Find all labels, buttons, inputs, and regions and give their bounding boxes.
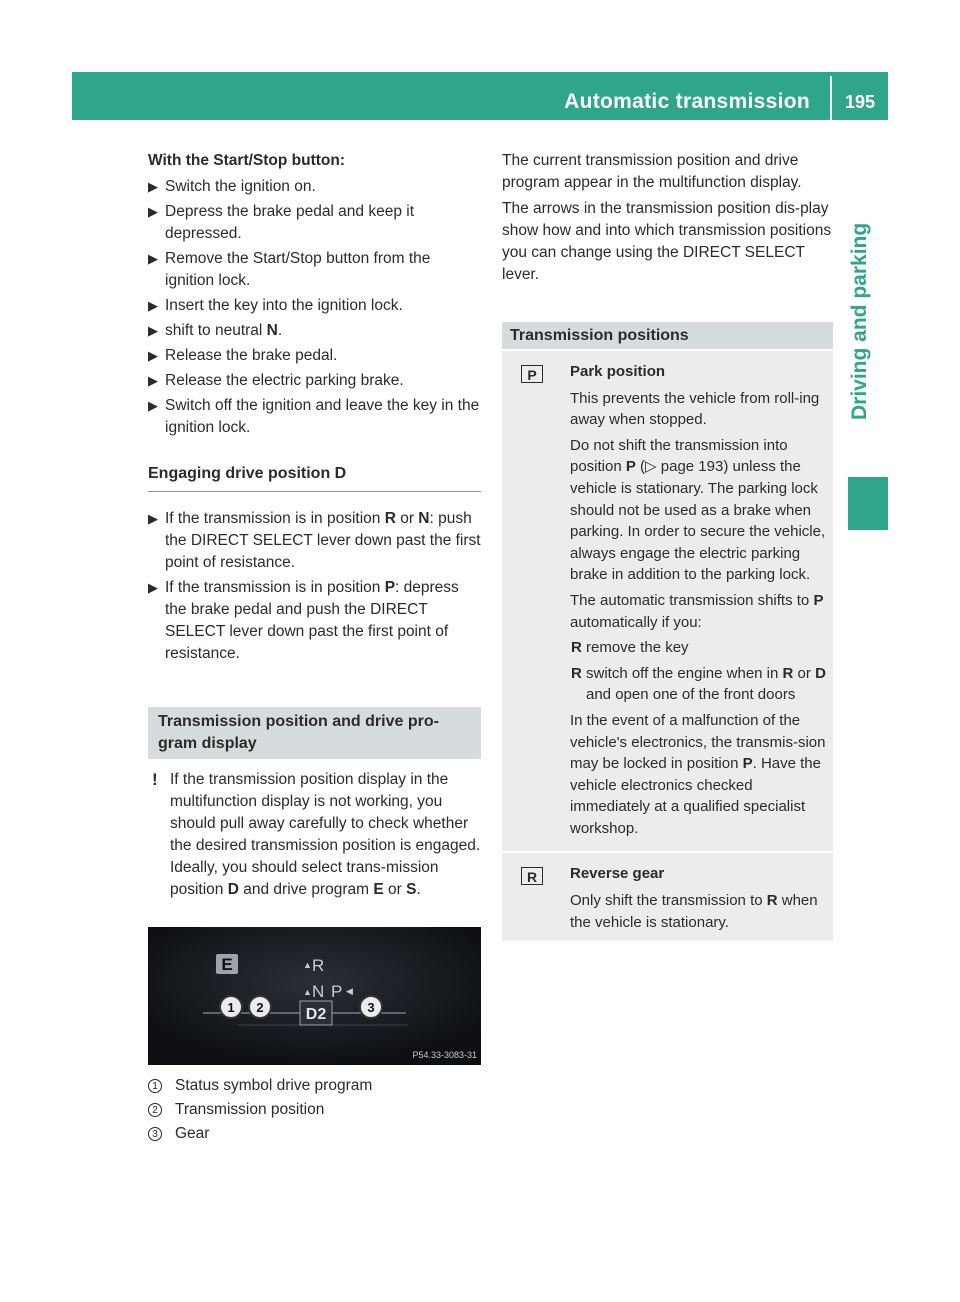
side-tab-marker	[848, 477, 888, 530]
position-p: P	[331, 982, 343, 1001]
warning-note: ! If the transmission position display in the multifunction display is not working, you should pull away carefully to check whether the desired transmission position is engaged. Ideally, you should select trans-mission position D and drive program E or S.	[152, 770, 481, 898]
step-text: Remove the Start/Stop button from the ignition lock.	[165, 250, 431, 289]
bullet-icon: R	[571, 664, 582, 682]
startstop-steps	[148, 176, 481, 439]
arrow-right-icon: ▶	[148, 580, 158, 595]
arrow-up-icon: ▲	[303, 960, 312, 970]
arrow-left-icon: ◀	[346, 986, 353, 996]
program-symbol: E	[221, 955, 233, 974]
step-text: Depress the brake pedal and keep it depressed.	[165, 203, 415, 242]
step-text: Release the electric parking brake.	[165, 372, 404, 389]
park-icon: P	[521, 365, 543, 383]
page-number: 195	[844, 92, 876, 112]
arrow-up-icon: ▲	[303, 987, 312, 997]
arrow-right-icon: ▶	[148, 179, 158, 194]
left-column	[148, 150, 481, 1147]
table-row-reverse	[502, 853, 833, 941]
section-heading-engage: Engaging drive position D	[148, 463, 481, 492]
display-illustration	[148, 927, 481, 1065]
park-description: Park position This prevents the vehicle from roll-ing away when stopped. Do not shift the transmission into position P (▷ page 193) unless the vehicle is stationary. The parking lock should not be used as a brake when parking. In order to secure the vehicle, always engage the electric parking brake in addition to the parking lock. The automatic transmission shifts to P automatically if you: R remove the key R switch off the engine when in R or D and open one of the front doors In the event of a malfunction of the vehicle's electronics, the transmis-sion may be locked in position P. Have the vehicle electronics checked immediately at a qualified specialist workshop.	[570, 363, 826, 837]
side-tab	[830, 222, 890, 420]
reverse-symbol-cell	[502, 853, 560, 941]
chapter-title: Automatic transmission	[564, 90, 810, 113]
table-row-park	[502, 351, 833, 851]
engage-steps	[148, 508, 481, 665]
side-tab-label: Driving and parking	[848, 222, 871, 420]
step	[148, 345, 481, 367]
bullet-icon: R	[571, 639, 582, 657]
park-title: Park position	[570, 363, 666, 380]
bullet-item: R switch off the engine when in R or D and open one of the front doors	[571, 664, 826, 704]
arrow-right-icon: ▶	[148, 373, 158, 388]
reverse-icon: R	[521, 867, 543, 885]
arrow-right-icon: ▶	[148, 398, 158, 413]
arrow-right-icon: ▶	[148, 204, 158, 219]
gear-value: D2	[305, 1006, 327, 1023]
step: ▶ If the transmission is in position R or N: push the DIRECT SELECT lever down past the first point of resistance.	[148, 510, 481, 571]
exclamation-icon: !	[152, 770, 158, 789]
park-symbol-cell	[502, 351, 560, 851]
svg-text:2: 2	[256, 1000, 264, 1015]
bullet-item: R remove the key	[570, 637, 827, 659]
legend-number: 2	[148, 1103, 162, 1117]
transmission-positions-table	[502, 322, 833, 941]
legend-item: 1 Status symbol drive program	[148, 1075, 481, 1097]
chapter-header	[72, 72, 888, 120]
step	[148, 201, 481, 245]
step	[148, 395, 481, 439]
step: ▶ If the transmission is in position P: depress the brake pedal and push the DIRECT SELECT lever down past the first point of resistance.	[148, 579, 459, 662]
svg-text:1: 1	[227, 1000, 235, 1015]
intro-paragraph: The current transmission position and drive program appear in the multifunction display.	[502, 152, 802, 191]
arrow-right-icon: ▶	[148, 298, 158, 313]
page-reference: (▷ page 193) unless the vehicle is stationary. The parking lock should not be used as a brake when parking. In order to secure the vehicle, always engage the electric parking brake in addition to the parking lock.	[570, 458, 826, 584]
legend-number: 1	[148, 1079, 162, 1093]
position-n: N	[312, 982, 325, 1001]
reverse-description: Reverse gear Only shift the transmission to R when the vehicle is stationary.	[560, 853, 833, 941]
step-text: Release the brake pedal.	[165, 347, 338, 364]
arrow-right-icon: ▶	[148, 348, 158, 363]
startstop-heading: With the Start/Stop button:	[148, 152, 346, 169]
arrow-right-icon: ▶	[148, 251, 158, 266]
step-text: Switch the ignition on.	[165, 178, 316, 195]
section-heading-display: Transmission position and drive pro-gram display	[148, 707, 481, 759]
step-text: Switch off the ignition and leave the key in the ignition lock.	[165, 397, 480, 436]
intro-paragraph: The arrows in the transmission position dis-play show how and into which transmission positions you can change using the DIRECT SELECT lever.	[502, 200, 832, 283]
transmission-display-image	[148, 927, 481, 1065]
image-legend	[148, 1075, 481, 1145]
step	[148, 176, 481, 198]
right-column	[502, 150, 833, 941]
position-r: R	[312, 956, 325, 975]
step-text: Insert the key into the ignition lock.	[165, 297, 403, 314]
arrow-right-icon: ▶	[148, 323, 158, 338]
step	[148, 370, 481, 392]
image-code: P54.33-3083-31	[412, 1050, 477, 1060]
gear-label: N	[266, 322, 278, 339]
step	[148, 248, 481, 292]
legend-number: 3	[148, 1127, 162, 1141]
table-header: Transmission positions	[502, 322, 833, 349]
svg-text:3: 3	[367, 1000, 375, 1015]
legend-item: 2 Transmission position	[148, 1099, 481, 1121]
step: ▶ shift to neutral N.	[148, 320, 481, 342]
arrow-right-icon: ▶	[148, 511, 158, 526]
reverse-title: Reverse gear	[570, 865, 665, 883]
step	[148, 295, 481, 317]
legend-item: 3 Gear	[148, 1123, 481, 1145]
